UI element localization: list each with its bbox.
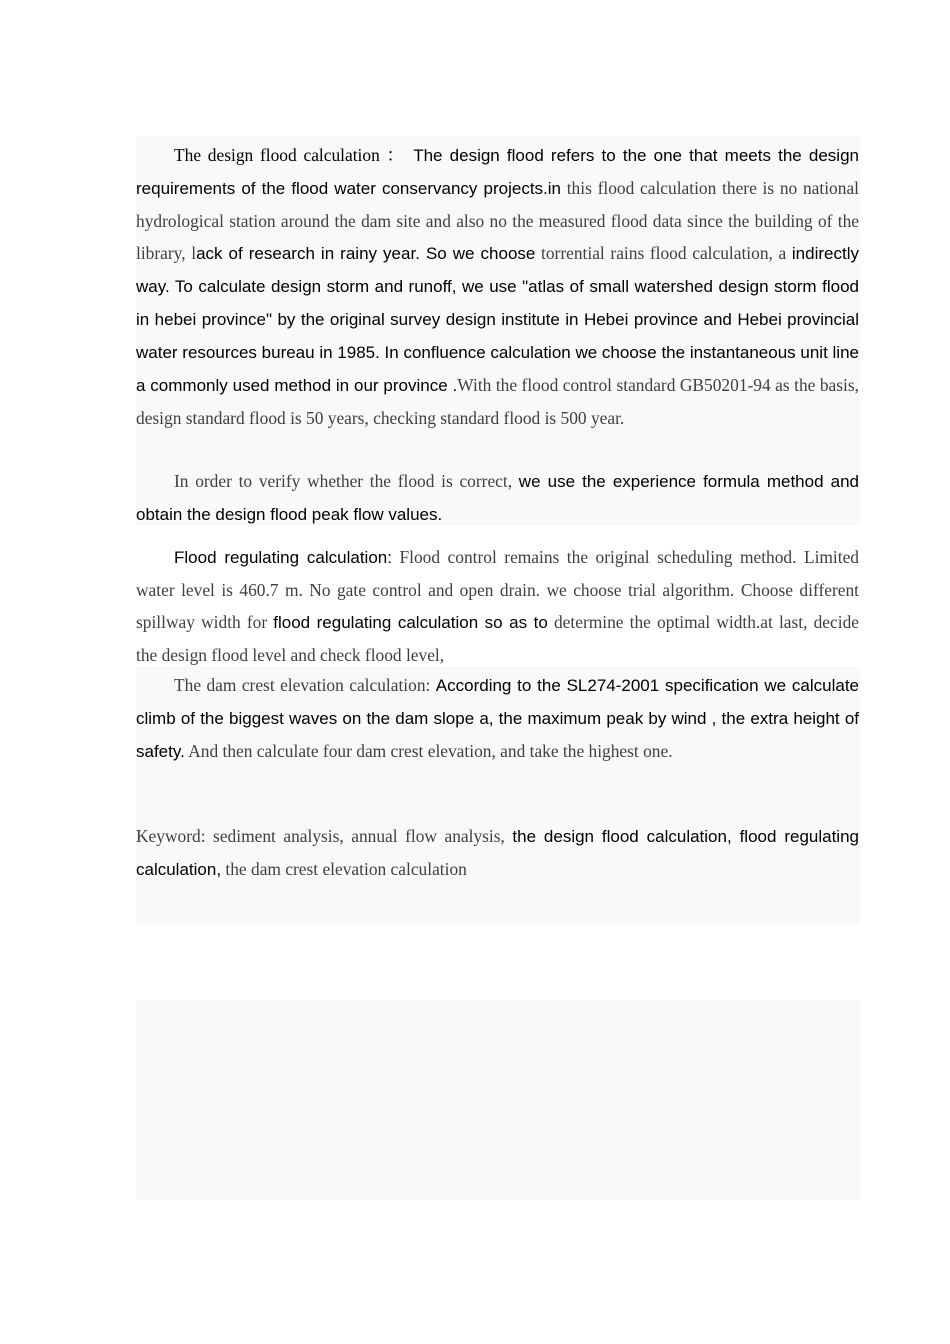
text-run: With the flood control standard GB50201-94 as the basis, design standard flood is 50 years, checking standard flood is 500 year. — [136, 375, 859, 428]
text-run: Flood control remains the original scheduling method. Limited water level is 460.7 m. No gate control and open drain. we choose trial algorithm. Choose different spillway width for — [136, 547, 860, 632]
text-run: flood regulating calculation so as to — [273, 613, 548, 632]
text-run: In order to verify whether the flood is correct, — [174, 471, 519, 491]
shaded-block-3 — [136, 1000, 860, 1200]
text-run: According to the SL274-2001 specification we calculate climb of the biggest waves on the dam slope a, the maximum peak by wind , the extra height of safety. — [136, 676, 859, 761]
text-run: ： — [386, 145, 407, 165]
text-run: Keyword: sediment analysis, annual flow analysis, — [136, 826, 513, 846]
paragraph-verify-flood — [136, 465, 859, 531]
text-run: The design flood calculation — [174, 145, 387, 165]
text-run: indirectly way. To calculate design storm and runoff, we use "atlas of small watershed design storm flood in hebei province" by the original survey design institute in Hebei province and Hebei provincial water resources bureau in 1985. In confluence calculation we choose the instantaneous unit line a commonly used method in our province . — [136, 244, 859, 395]
text-run: ack of research in rainy year. So we choose — [196, 244, 536, 263]
text-run: The dam crest elevation calculation: — [174, 675, 436, 695]
paragraph-flood-regulating — [136, 541, 859, 671]
text-run: And then calculate four dam crest elevation, and take the highest one. — [184, 741, 673, 761]
text-run: the design flood calculation, flood regulating calculation, — [136, 827, 859, 879]
paragraph-dam-crest — [136, 669, 859, 768]
text-run: determine the optimal width.at last, decide the design flood level and check flood level, — [136, 612, 859, 665]
text-run: Flood regulating calculation: — [174, 548, 392, 567]
text-run: the dam crest elevation calculation — [221, 859, 467, 879]
text-run: torrential rains flood calculation, a — [535, 243, 792, 263]
text-run: this flood calculation there is no national hydrological station around the dam site and also no the measured flood data since the building of the library, l — [136, 178, 859, 263]
text-run: we use the experience formula method and obtain the design flood peak flow values. — [136, 472, 859, 524]
text-run: The design flood refers to the one that meets the design requirements of the flood water conservancy projects.in — [136, 146, 859, 198]
paragraph-keywords — [136, 820, 859, 886]
paragraph-design-flood — [136, 139, 859, 434]
